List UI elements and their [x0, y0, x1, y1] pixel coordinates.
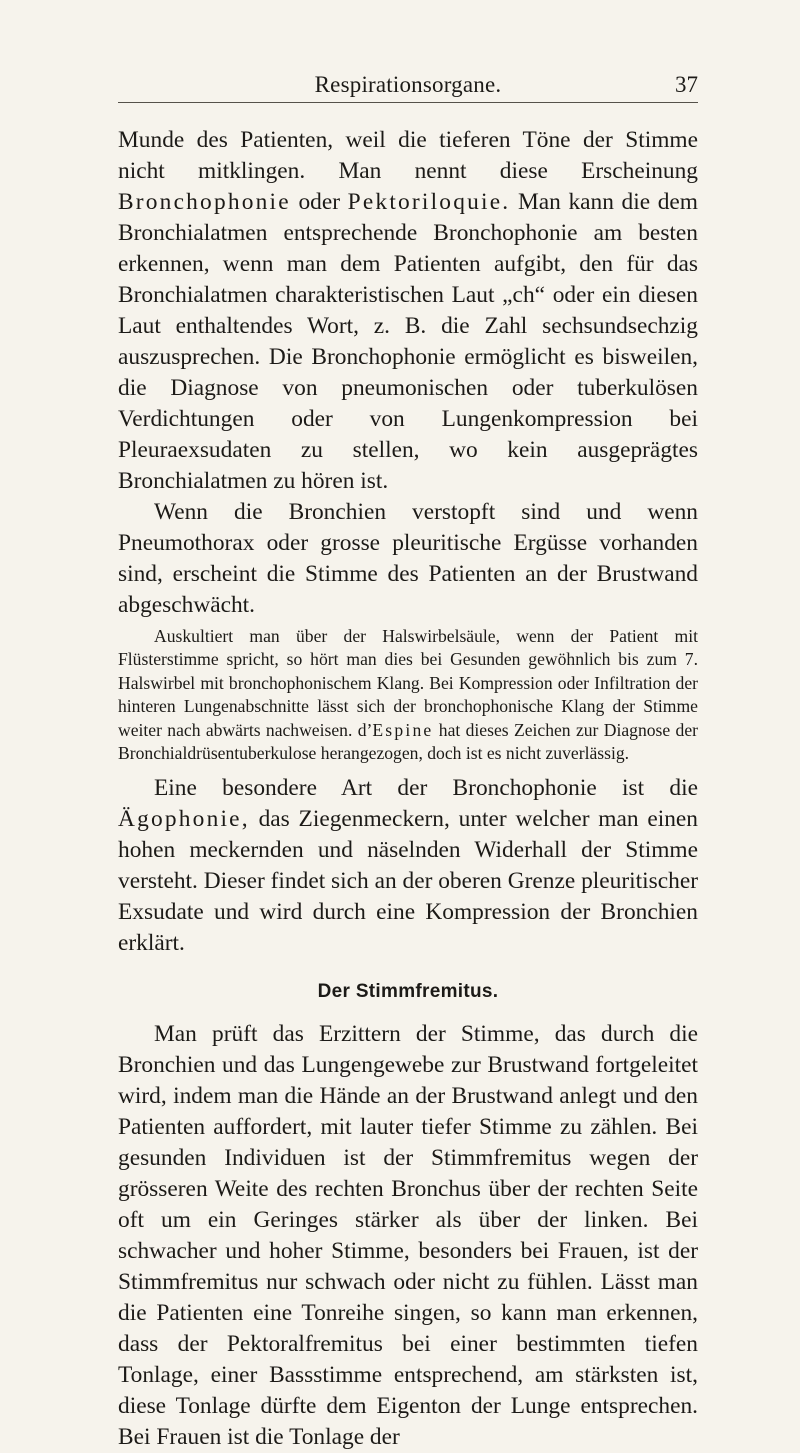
paragraph-stimmfremitus: Man prüft das Erzittern der Stimme, das durch die Bronchien und das Lungengewebe zur Brustwand fortgeleitet wird, indem man die Hände an der Brustwand anlegt und den Patienten auffordert, mit lauter tiefer Stimme zu zählen. Bei gesunden Individuen ist der Stimmfremitus wegen der grösseren Weite des rechten Bronchus über der rechten Seite oft um ein Geringes stärker als über der linken. Bei schwacher und hoher Stimme, besonders bei Frauen, ist der Stimmfremitus nur schwach oder nicht zu fühlen. Lässt man die Patienten eine Tonreihe singen, so kann man erkennen, dass der Pektoralfremitus bei einer bestimmten tiefen Tonlage, einer Bassstimme entsprechend, am stärksten ist, diese Tonlage dürfte dem Eigenton der Lunge entsprechen. Bei Frauen ist die Tonlage der — [118, 1021, 698, 1451]
paragraph-aegophonie — [118, 773, 698, 959]
term-bronchophonie: Bronchophonie — [118, 189, 291, 215]
text-run: Auskultiert man über der Halswirbelsäule, wenn der Patient mit Flüsterstimme spricht, so hört man dies bei Gesunden gewöhnlich bis zum 7. Halswirbel mit bronchophonischem Klang. Bei Kompression oder Infiltration der hinteren Lungenabschnitte lässt sich der bronchophonische Klang der Stimme weiter nach abwärts nachweisen. d’ — [118, 626, 698, 740]
text-run: Eine besondere Art der Bronchophonie ist die — [154, 775, 698, 802]
term-pektoriloquie: Pektoriloquie. — [347, 189, 511, 215]
page-number: 37 — [675, 72, 698, 97]
section-heading: Der Stimmfremitus. — [317, 981, 499, 1003]
text-run: das Ziegenmeckern, unter welcher man einen hohen meckernden und näselnden Widerhall der Stimme versteht. Dieser findet sich an der oberen Grenze pleuritischer Exsudate und wird durch eine Kompression der Bronchien erklärt. — [118, 806, 698, 957]
paragraph-bronchophonie — [118, 125, 698, 497]
text-run: hat dieses Zeichen zur Diagnose der Bronchialdrüsentuberkulose herangezogen, doch ist es nicht zuverlässig. — [118, 719, 698, 764]
page-body — [118, 125, 698, 1453]
paragraph-small-print — [118, 625, 698, 765]
text-run: oder — [290, 189, 348, 215]
term-aegophonie: Ägophonie, — [118, 806, 250, 833]
page-header — [118, 72, 698, 103]
text-run: Munde des Patienten, weil die tieferen Töne der Stimme nicht mitklingen. Man nennt diese Erscheinung — [118, 127, 698, 184]
paragraph-abgeschwaecht: Wenn die Bronchien verstopft sind und wenn Pneumothorax oder grosse pleuritische Ergüsse vorhanden sind, erscheint die Stimme des Patienten an der Brustwand abgeschwächt. — [118, 499, 698, 618]
name-espine: Espine — [372, 719, 434, 740]
text-run: Man kann die dem Bronchialatmen entsprechende Bronchophonie am besten erkennen, wenn man dem Patienten aufgibt, den für das Bronchialatmen charakteristischen Laut „ch“ oder ein diesen Laut enthaltendes Wort, z. B. die Zahl sechsundsechzig auszusprechen. Die Bronchophonie ermöglicht es bisweilen, die Diagnose von pneumonischen oder tuberkulösen Verdichtungen oder von Lungenkompression bei Pleuraexsudaten zu stellen, wo kein ausgeprägtes Bronchialatmen zu hören ist. — [118, 189, 698, 494]
running-title: Respirationsorgane. — [314, 72, 502, 97]
